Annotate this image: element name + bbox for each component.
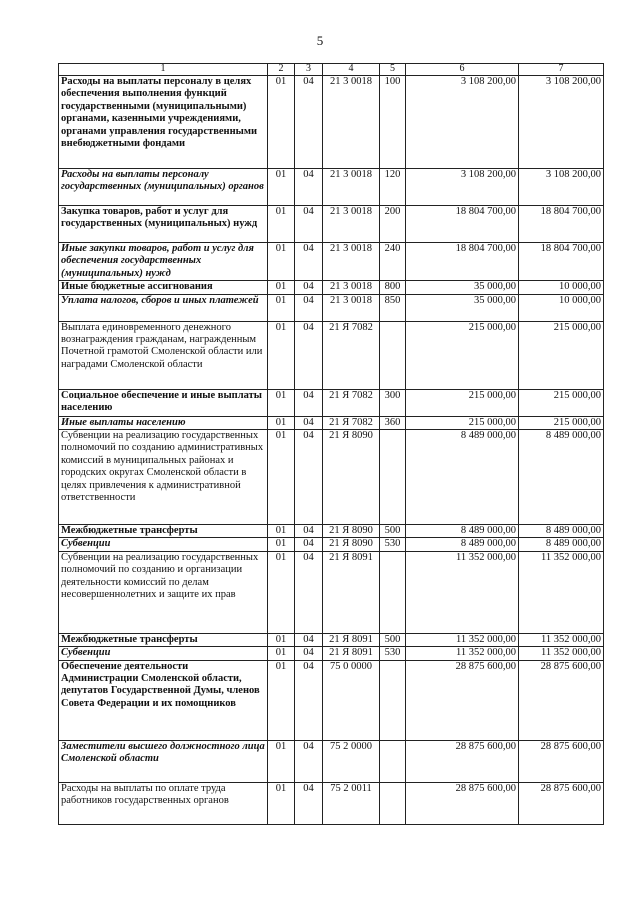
type-cell: 530 xyxy=(380,538,406,551)
subsection-cell: 04 xyxy=(295,321,323,389)
amount-col6-cell: 35 000,00 xyxy=(406,281,519,294)
section-cell: 01 xyxy=(268,647,295,660)
subsection-cell: 04 xyxy=(295,169,323,206)
header-row xyxy=(59,64,604,76)
table-row xyxy=(59,281,604,294)
amount-col7-cell: 8 489 000,00 xyxy=(519,430,604,525)
target-cell: 21 3 0018 xyxy=(323,243,380,281)
header-col-2: 2 xyxy=(268,64,295,76)
section-cell: 01 xyxy=(268,538,295,551)
subsection-cell: 04 xyxy=(295,647,323,660)
amount-col6-cell: 35 000,00 xyxy=(406,294,519,321)
amount-col7-cell: 28 875 600,00 xyxy=(519,740,604,782)
header-col-5: 5 xyxy=(380,64,406,76)
type-cell xyxy=(380,660,406,740)
type-cell: 850 xyxy=(380,294,406,321)
amount-col7-cell: 11 352 000,00 xyxy=(519,551,604,633)
amount-col6-cell: 11 352 000,00 xyxy=(406,551,519,633)
amount-col7-cell: 10 000,00 xyxy=(519,281,604,294)
type-cell xyxy=(380,551,406,633)
expense-name-cell: Межбюджетные трансферты xyxy=(59,633,268,646)
subsection-cell: 04 xyxy=(295,782,323,824)
section-cell: 01 xyxy=(268,206,295,243)
section-cell: 01 xyxy=(268,281,295,294)
subsection-cell: 04 xyxy=(295,525,323,538)
section-cell: 01 xyxy=(268,633,295,646)
amount-col6-cell: 8 489 000,00 xyxy=(406,538,519,551)
section-cell: 01 xyxy=(268,660,295,740)
amount-col7-cell: 215 000,00 xyxy=(519,416,604,429)
table-row xyxy=(59,294,604,321)
amount-col6-cell: 215 000,00 xyxy=(406,389,519,416)
amount-col7-cell: 3 108 200,00 xyxy=(519,169,604,206)
amount-col6-cell: 28 875 600,00 xyxy=(406,740,519,782)
table-row xyxy=(59,430,604,525)
subsection-cell: 04 xyxy=(295,633,323,646)
section-cell: 01 xyxy=(268,525,295,538)
amount-col6-cell: 28 875 600,00 xyxy=(406,660,519,740)
target-cell: 21 Я 8091 xyxy=(323,633,380,646)
target-cell: 75 2 0000 xyxy=(323,740,380,782)
amount-col6-cell: 215 000,00 xyxy=(406,416,519,429)
expense-name-cell: Субвенции xyxy=(59,538,268,551)
amount-col7-cell: 8 489 000,00 xyxy=(519,538,604,551)
subsection-cell: 04 xyxy=(295,430,323,525)
target-cell: 75 2 0011 xyxy=(323,782,380,824)
table-row xyxy=(59,660,604,740)
table-row xyxy=(59,206,604,243)
target-cell: 21 3 0018 xyxy=(323,206,380,243)
section-cell: 01 xyxy=(268,782,295,824)
expense-name-cell: Расходы на выплаты по оплате труда работников государственных органов xyxy=(59,782,268,824)
expense-name-cell: Иные выплаты населению xyxy=(59,416,268,429)
expense-name-cell: Обеспечение деятельности Администрации Смоленской области, депутатов Государственной Думы, членов Совета Федерации и их помощников xyxy=(59,660,268,740)
expense-name-cell: Иные бюджетные ассигнования xyxy=(59,281,268,294)
type-cell xyxy=(380,782,406,824)
amount-col6-cell: 8 489 000,00 xyxy=(406,430,519,525)
amount-col6-cell: 11 352 000,00 xyxy=(406,633,519,646)
target-cell: 21 Я 8091 xyxy=(323,551,380,633)
header-col-7: 7 xyxy=(519,64,604,76)
target-cell: 21 3 0018 xyxy=(323,76,380,169)
expense-name-cell: Субвенции на реализацию государственных полномочий по созданию административных комиссий в муниципальных районах и городских округах Смоленской области в целях привлечения к административной ответственности xyxy=(59,430,268,525)
target-cell: 21 Я 7082 xyxy=(323,389,380,416)
subsection-cell: 04 xyxy=(295,281,323,294)
section-cell: 01 xyxy=(268,430,295,525)
target-cell: 21 Я 7082 xyxy=(323,321,380,389)
table-row xyxy=(59,243,604,281)
amount-col7-cell: 10 000,00 xyxy=(519,294,604,321)
header-col-4: 4 xyxy=(323,64,380,76)
expense-name-cell: Закупка товаров, работ и услуг для государственных (муниципальных) нужд xyxy=(59,206,268,243)
subsection-cell: 04 xyxy=(295,660,323,740)
header-col-1: 1 xyxy=(59,64,268,76)
expense-name-cell: Расходы на выплаты персоналу государственных (муниципальных) органов xyxy=(59,169,268,206)
section-cell: 01 xyxy=(268,416,295,429)
target-cell: 75 0 0000 xyxy=(323,660,380,740)
table-row xyxy=(59,782,604,824)
expense-name-cell: Межбюджетные трансферты xyxy=(59,525,268,538)
amount-col7-cell: 11 352 000,00 xyxy=(519,633,604,646)
table-row xyxy=(59,538,604,551)
header-col-3: 3 xyxy=(295,64,323,76)
target-cell: 21 Я 7082 xyxy=(323,416,380,429)
subsection-cell: 04 xyxy=(295,551,323,633)
amount-col6-cell: 11 352 000,00 xyxy=(406,647,519,660)
amount-col7-cell: 215 000,00 xyxy=(519,321,604,389)
type-cell: 500 xyxy=(380,633,406,646)
table-row xyxy=(59,633,604,646)
type-cell xyxy=(380,740,406,782)
amount-col7-cell: 28 875 600,00 xyxy=(519,660,604,740)
expense-name-cell: Уплата налогов, сборов и иных платежей xyxy=(59,294,268,321)
amount-col6-cell: 28 875 600,00 xyxy=(406,782,519,824)
amount-col6-cell: 3 108 200,00 xyxy=(406,169,519,206)
subsection-cell: 04 xyxy=(295,243,323,281)
table-row xyxy=(59,321,604,389)
amount-col6-cell: 18 804 700,00 xyxy=(406,243,519,281)
section-cell: 01 xyxy=(268,321,295,389)
section-cell: 01 xyxy=(268,243,295,281)
table-row xyxy=(59,76,604,169)
budget-table xyxy=(58,63,604,825)
amount-col7-cell: 11 352 000,00 xyxy=(519,647,604,660)
amount-col7-cell: 18 804 700,00 xyxy=(519,243,604,281)
section-cell: 01 xyxy=(268,389,295,416)
table-row xyxy=(59,416,604,429)
expense-name-cell: Иные закупки товаров, работ и услуг для обеспечения государственных (муниципальных) нужд xyxy=(59,243,268,281)
page-number: 5 xyxy=(316,33,324,48)
type-cell: 240 xyxy=(380,243,406,281)
amount-col7-cell: 18 804 700,00 xyxy=(519,206,604,243)
subsection-cell: 04 xyxy=(295,416,323,429)
type-cell: 120 xyxy=(380,169,406,206)
table-row xyxy=(59,551,604,633)
section-cell: 01 xyxy=(268,169,295,206)
amount-col7-cell: 3 108 200,00 xyxy=(519,76,604,169)
section-cell: 01 xyxy=(268,76,295,169)
table-row xyxy=(59,389,604,416)
table-row xyxy=(59,525,604,538)
amount-col6-cell: 3 108 200,00 xyxy=(406,76,519,169)
expense-name-cell: Выплата единовременного денежного вознаграждения гражданам, награжденным Почетной грамотой Смоленской области или наградами Смоленской области xyxy=(59,321,268,389)
target-cell: 21 Я 8090 xyxy=(323,430,380,525)
target-cell: 21 Я 8090 xyxy=(323,525,380,538)
table-row xyxy=(59,647,604,660)
subsection-cell: 04 xyxy=(295,389,323,416)
type-cell: 100 xyxy=(380,76,406,169)
amount-col7-cell: 8 489 000,00 xyxy=(519,525,604,538)
header-col-6: 6 xyxy=(406,64,519,76)
target-cell: 21 3 0018 xyxy=(323,294,380,321)
target-cell: 21 3 0018 xyxy=(323,281,380,294)
type-cell: 530 xyxy=(380,647,406,660)
amount-col7-cell: 28 875 600,00 xyxy=(519,782,604,824)
amount-col6-cell: 8 489 000,00 xyxy=(406,525,519,538)
expense-name-cell: Расходы на выплаты персоналу в целях обеспечения выполнения функций государственными (муниципальными) органами, казенными учреждениями, органами управления государственными внебюджетными фондами xyxy=(59,76,268,169)
section-cell: 01 xyxy=(268,294,295,321)
subsection-cell: 04 xyxy=(295,740,323,782)
table-row xyxy=(59,740,604,782)
expense-name-cell: Субвенции xyxy=(59,647,268,660)
type-cell xyxy=(380,430,406,525)
type-cell: 800 xyxy=(380,281,406,294)
target-cell: 21 3 0018 xyxy=(323,169,380,206)
amount-col6-cell: 18 804 700,00 xyxy=(406,206,519,243)
section-cell: 01 xyxy=(268,551,295,633)
type-cell: 360 xyxy=(380,416,406,429)
target-cell: 21 Я 8091 xyxy=(323,647,380,660)
expense-name-cell: Социальное обеспечение и иные выплаты населению xyxy=(59,389,268,416)
subsection-cell: 04 xyxy=(295,76,323,169)
type-cell: 300 xyxy=(380,389,406,416)
section-cell: 01 xyxy=(268,740,295,782)
subsection-cell: 04 xyxy=(295,538,323,551)
subsection-cell: 04 xyxy=(295,294,323,321)
type-cell xyxy=(380,321,406,389)
type-cell: 500 xyxy=(380,525,406,538)
amount-col7-cell: 215 000,00 xyxy=(519,389,604,416)
subsection-cell: 04 xyxy=(295,206,323,243)
type-cell: 200 xyxy=(380,206,406,243)
target-cell: 21 Я 8090 xyxy=(323,538,380,551)
amount-col6-cell: 215 000,00 xyxy=(406,321,519,389)
expense-name-cell: Заместители высшего должностного лица Смоленской области xyxy=(59,740,268,782)
expense-name-cell: Субвенции на реализацию государственных полномочий по созданию и организации деятельности комиссий по делам несовершеннолетних и защите их прав xyxy=(59,551,268,633)
table-row xyxy=(59,169,604,206)
